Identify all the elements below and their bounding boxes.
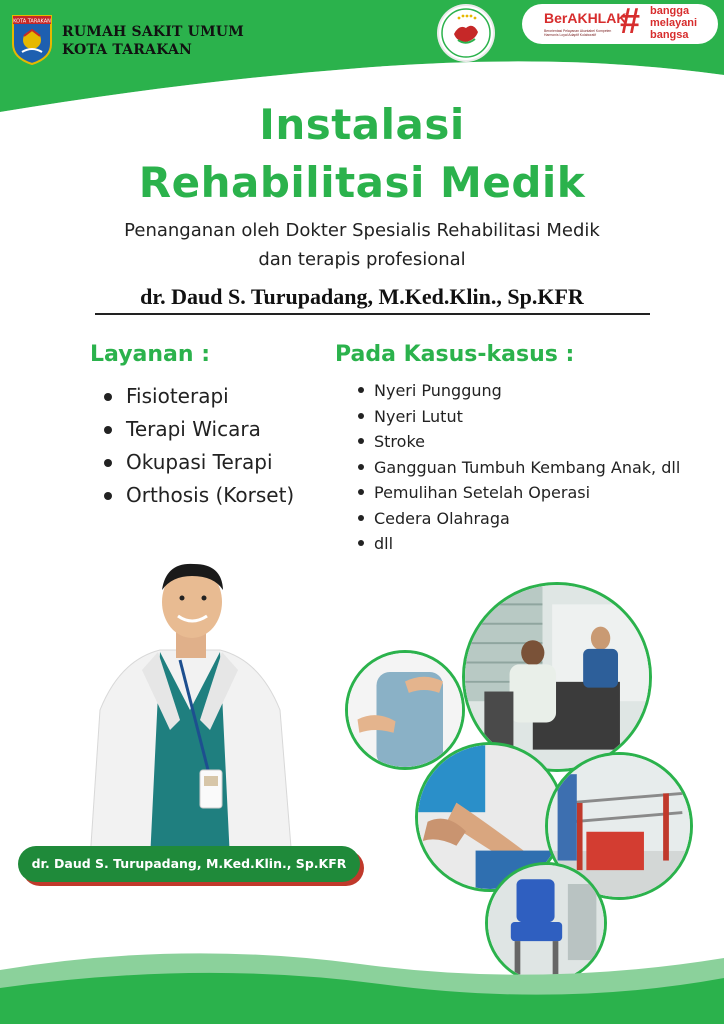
name-underline-divider — [95, 313, 650, 315]
berakhlak-subtext: Berorientasi Pelayanan Akuntabel Kompeten Harmonis Loyal Adaptif Kolaboratif — [544, 29, 612, 37]
layanan-list — [100, 380, 294, 512]
layanan-heading: Layanan : — [90, 342, 211, 367]
list-item: Orthosis (Korset) — [100, 479, 294, 512]
hospital-name-line1: RUMAH SAKIT UMUM — [62, 24, 244, 40]
subtitle-line1: Penanganan oleh Dokter Spesialis Rehabilitasi Medik — [124, 220, 600, 241]
list-item: Stroke — [355, 429, 715, 455]
list-item: Fisioterapi — [100, 380, 294, 413]
footer-wave — [0, 930, 724, 1024]
page-title-line2: Rehabilitasi Medik — [138, 158, 586, 207]
kasus-list — [355, 378, 715, 557]
slogan-hash: # — [620, 0, 641, 41]
berakhlak-label: BerAKHLAK — [544, 10, 627, 26]
list-item: dll — [355, 531, 715, 557]
slogan-line-bangsa: bangsa — [650, 29, 689, 41]
list-item: Cedera Olahraga — [355, 506, 715, 532]
doctor-photo — [80, 560, 300, 860]
list-item: Nyeri Punggung — [355, 378, 715, 404]
list-item: Gangguan Tumbuh Kembang Anak, dll — [355, 455, 715, 481]
list-item: Pemulihan Setelah Operasi — [355, 480, 715, 506]
subtitle-line2: dan terapis profesional — [258, 249, 466, 270]
list-item: Terapi Wicara — [100, 413, 294, 446]
accreditation-badge-icon — [439, 6, 493, 60]
kasus-heading: Pada Kasus-kasus : — [335, 342, 575, 367]
hospital-name-line2: KOTA TARAKAN — [62, 42, 193, 58]
back-therapy-photo — [345, 650, 465, 770]
list-item: Okupasi Terapi — [100, 446, 294, 479]
doctor-caption: dr. Daud S. Turupadang, M.Ked.Klin., Sp.KFR — [31, 856, 347, 871]
logo-banner-text: KOTA TARAKAN — [13, 18, 51, 25]
page-title-line1: Instalasi — [259, 100, 465, 149]
list-item: Nyeri Lutut — [355, 404, 715, 430]
doctor-name-heading: dr. Daud S. Turupadang, M.Ked.Klin., Sp.KFR — [140, 284, 584, 309]
slogan-line-bangga: bangga — [650, 5, 690, 17]
slogan-line-melayani: melayani — [650, 17, 698, 29]
hospital-logo — [10, 12, 54, 66]
